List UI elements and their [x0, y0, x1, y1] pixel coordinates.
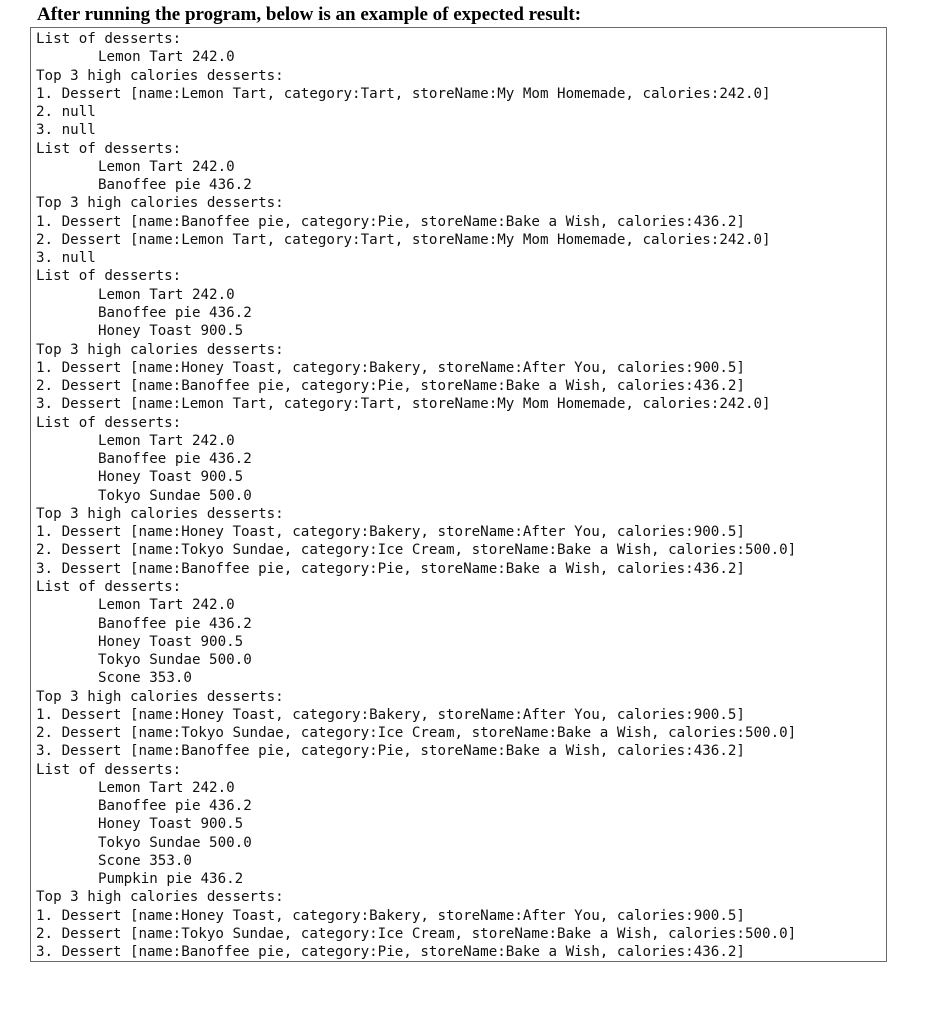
page-heading: After running the program, below is an example of expected result:	[37, 4, 582, 25]
console-line: 2. Dessert [name:Tokyo Sundae, category:Ice Cream, storeName:Bake a Wish, calories:500.0]	[36, 926, 797, 943]
console-line: Lemon Tart 242.0	[98, 597, 235, 614]
console-line: List of desserts:	[36, 268, 182, 285]
console-line: 2. Dessert [name:Banoffee pie, category:Pie, storeName:Bake a Wish, calories:436.2]	[36, 378, 745, 395]
console-line: Banoffee pie 436.2	[98, 798, 252, 815]
console-line: 1. Dessert [name:Honey Toast, category:Bakery, storeName:After You, calories:900.5]	[36, 524, 745, 541]
console-line: Honey Toast 900.5	[98, 816, 244, 833]
console-line: Top 3 high calories desserts:	[36, 341, 284, 358]
console-line: Lemon Tart 242.0	[98, 158, 235, 175]
console-line: 3. null	[36, 122, 96, 139]
console-line: 2. Dessert [name:Tokyo Sundae, category:Ice Cream, storeName:Bake a Wish, calories:500.0]	[36, 542, 797, 559]
console-line: Top 3 high calories desserts:	[36, 67, 284, 84]
console-line: Lemon Tart 242.0	[98, 49, 235, 66]
console-line: Top 3 high calories desserts:	[36, 505, 284, 522]
console-line: Honey Toast 900.5	[98, 323, 244, 340]
console-line: 1. Dessert [name:Honey Toast, category:Bakery, storeName:After You, calories:900.5]	[36, 706, 745, 723]
console-line: Top 3 high calories desserts:	[36, 195, 284, 212]
console-line: Banoffee pie 436.2	[98, 304, 252, 321]
console-line: Banoffee pie 436.2	[98, 615, 252, 632]
console-line: 2. Dessert [name:Lemon Tart, category:Tart, storeName:My Mom Homemade, calories:242.0]	[36, 231, 771, 248]
console-line: List of desserts:	[36, 578, 182, 595]
console-line: 1. Dessert [name:Honey Toast, category:Bakery, storeName:After You, calories:900.5]	[36, 907, 745, 924]
console-line: 1. Dessert [name:Banoffee pie, category:Pie, storeName:Bake a Wish, calories:436.2]	[36, 213, 745, 230]
console-line: List of desserts:	[36, 761, 182, 778]
console-line: List of desserts:	[36, 414, 182, 431]
console-line: 3. Dessert [name:Lemon Tart, category:Tart, storeName:My Mom Homemade, calories:242.0]	[36, 396, 771, 413]
console-line: 3. Dessert [name:Banoffee pie, category:Pie, storeName:Bake a Wish, calories:436.2]	[36, 743, 745, 760]
console-line: 3. Dessert [name:Banoffee pie, category:Pie, storeName:Bake a Wish, calories:436.2]	[36, 944, 745, 961]
console-line: Honey Toast 900.5	[98, 633, 244, 650]
console-line: Top 3 high calories desserts:	[36, 688, 284, 705]
console-line: Honey Toast 900.5	[98, 469, 244, 486]
console-line: 1. Dessert [name:Honey Toast, category:Bakery, storeName:After You, calories:900.5]	[36, 359, 745, 376]
console-line: Tokyo Sundae 500.0	[98, 834, 252, 851]
console-line: Scone 353.0	[98, 670, 192, 687]
console-line: List of desserts:	[36, 31, 182, 47]
console-line: 3. Dessert [name:Banoffee pie, category:Pie, storeName:Bake a Wish, calories:436.2]	[36, 560, 745, 577]
console-line: 1. Dessert [name:Lemon Tart, category:Tart, storeName:My Mom Homemade, calories:242.0]	[36, 85, 771, 102]
console-line: 3. null	[36, 250, 96, 267]
console-line: 2. null	[36, 104, 96, 121]
console-line: 2. Dessert [name:Tokyo Sundae, category:Ice Cream, storeName:Bake a Wish, calories:500.0]	[36, 725, 797, 742]
console-line: Top 3 high calories desserts:	[36, 889, 284, 906]
console-line: Lemon Tart 242.0	[98, 432, 235, 449]
console-line: Tokyo Sundae 500.0	[98, 652, 252, 669]
console-line: List of desserts:	[36, 140, 182, 157]
console-line: Pumpkin pie 436.2	[98, 871, 244, 888]
console-line: Tokyo Sundae 500.0	[98, 487, 252, 504]
console-line: Scone 353.0	[98, 852, 192, 869]
console-line: Lemon Tart 242.0	[98, 779, 235, 796]
console-line: Lemon Tart 242.0	[98, 286, 235, 303]
console-line: Banoffee pie 436.2	[98, 177, 252, 194]
console-line: Banoffee pie 436.2	[98, 451, 252, 468]
console-output-box	[30, 27, 887, 962]
